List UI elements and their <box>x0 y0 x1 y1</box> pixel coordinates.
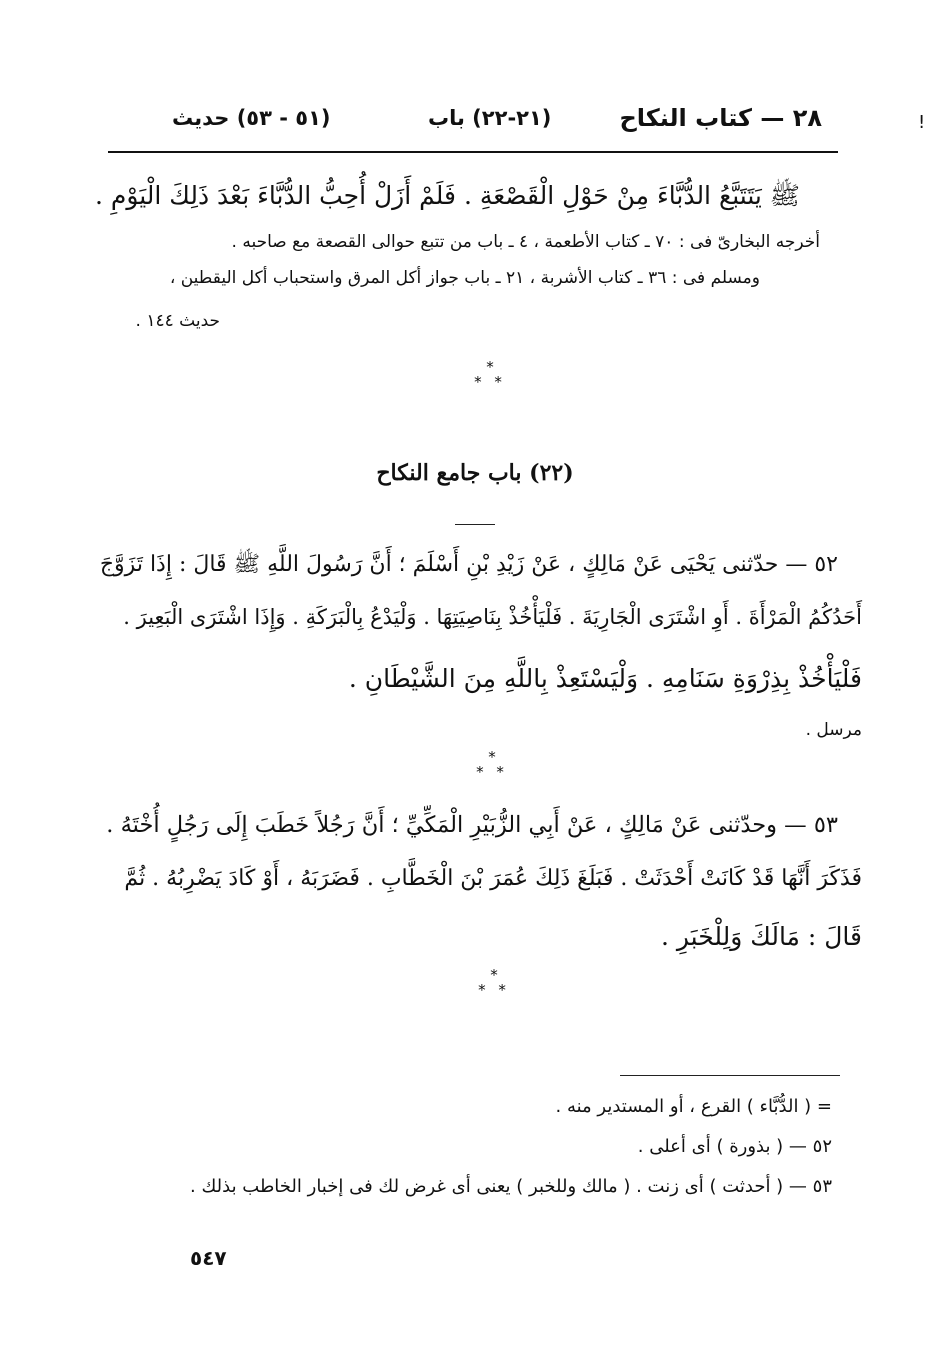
hadith-53-line-2: فَذَكَرَ أَنَّهَا قَدْ كَانَتْ أَحْدَثَتْ . فَبَلَغَ ذَلِكَ عُمَرَ بْنَ الْخَطَّابِ . فَضَرَبَهُ ، أَوْ كَادَ يَضْرِبُهُ . ثُمَّ <box>124 866 862 891</box>
hadith-53-line-3: قَالَ : مَالَكَ وَلِلْخَبَرِ . <box>660 922 862 951</box>
separator-star-bottom: * * <box>476 763 508 781</box>
page-number: ٥٤٧ <box>190 1246 227 1270</box>
corner-mark: ! <box>918 112 926 133</box>
header-bab-range: (٢١-٢٢) باب <box>428 106 552 130</box>
hadith-52-note: مرسل . <box>805 720 862 740</box>
hadith-52-line-2: أَحَدُكُمُ الْمَرْأَةَ . أَوِ اشْتَرَى الْجَارِيَةَ . فَلْيَأْخُذْ بِنَاصِيَتِهَا . وَلْيَدْعُ بِالْبَرَكَةِ . وَإِذَا اشْتَرَى الْبَعِيرَ . <box>123 605 862 629</box>
prev-ref-line-3: حديث ١٤٤ . <box>135 311 220 331</box>
separator-star-bottom: * * <box>478 981 510 999</box>
header-chapter: ٢٨ — كتاب النكاح <box>619 104 822 132</box>
hadith-52-line-1: ٥٢ — حدّثنى يَحْيَى عَنْ مَالِكٍ ، عَنْ زَيْدِ بْنِ أَسْلَمَ ؛ أَنَّ رَسُولَ اللَّهِ ﷺ قَالَ : إِذَا تَزَوَّجَ <box>99 552 838 577</box>
separator-star-bottom: * * <box>474 373 506 391</box>
title-rule <box>455 524 495 525</box>
hadith-53-line-1: ٥٣ — وحدّثنى عَنْ مَالِكٍ ، عَنْ أَبِي الزُّبَيْرِ الْمَكِّيِّ ؛ أَنَّ رَجُلاً خَطَبَ إِلَى رَجُلٍ أُخْتَهُ . <box>106 812 838 838</box>
header-hadith-range: (٥١ - ٥٣) حديث <box>172 106 331 130</box>
hadith-52-line-3: فَلْيَأْخُذْ بِذِرْوَةِ سَنَامِهِ . وَلْيَسْتَعِذْ بِاللَّهِ مِنَ الشَّيْطَانِ . <box>348 664 862 693</box>
prev-ref-line-2: ومسلم فى : ٣٦ ـ كتاب الأشربة ، ٢١ ـ باب جواز أكل المرق واستحباب أكل اليقطين ، <box>169 268 760 288</box>
header-rule <box>108 151 838 153</box>
footnote-rule <box>620 1075 840 1076</box>
running-header <box>150 104 822 144</box>
footnote-2: ٥٢ — ( بذورة ) أى أعلى . <box>637 1136 832 1157</box>
separator-star-top: * <box>490 966 498 984</box>
separator-stars <box>474 968 514 1002</box>
footnote-3: ٥٣ — ( أحدثت ) أى زنت . ( مالك وللخبر ) يعنى أى غرض لك فى إخبار الخاطب بذلك . <box>190 1176 832 1197</box>
separator-star-top: * <box>486 358 494 376</box>
separator-star-top: * <box>488 748 496 766</box>
footnote-1: = ( الدُّبَّاء ) القرع ، أو المستدير منه . <box>555 1096 832 1117</box>
separator-stars <box>472 750 512 784</box>
prev-hadith-line-1: ﷺ يَتَتَبَّعُ الدُّبَّاءَ مِنْ حَوْلِ الْقَصْعَةِ . فَلَمْ أَزَلْ أُحِبُّ الدُّبَّاءَ بَعْدَ ذَلِكَ الْيَوْمِ . <box>94 181 800 210</box>
separator-stars <box>470 360 510 394</box>
prev-ref-line-1: أخرجه البخارىّ فى : ٧٠ ـ كتاب الأطعمة ، ٤ ـ باب من تتبع حوالى القصعة مع صاحبه . <box>231 232 820 252</box>
chapter-title: (٢٢) باب جامع النكاح <box>376 460 574 486</box>
